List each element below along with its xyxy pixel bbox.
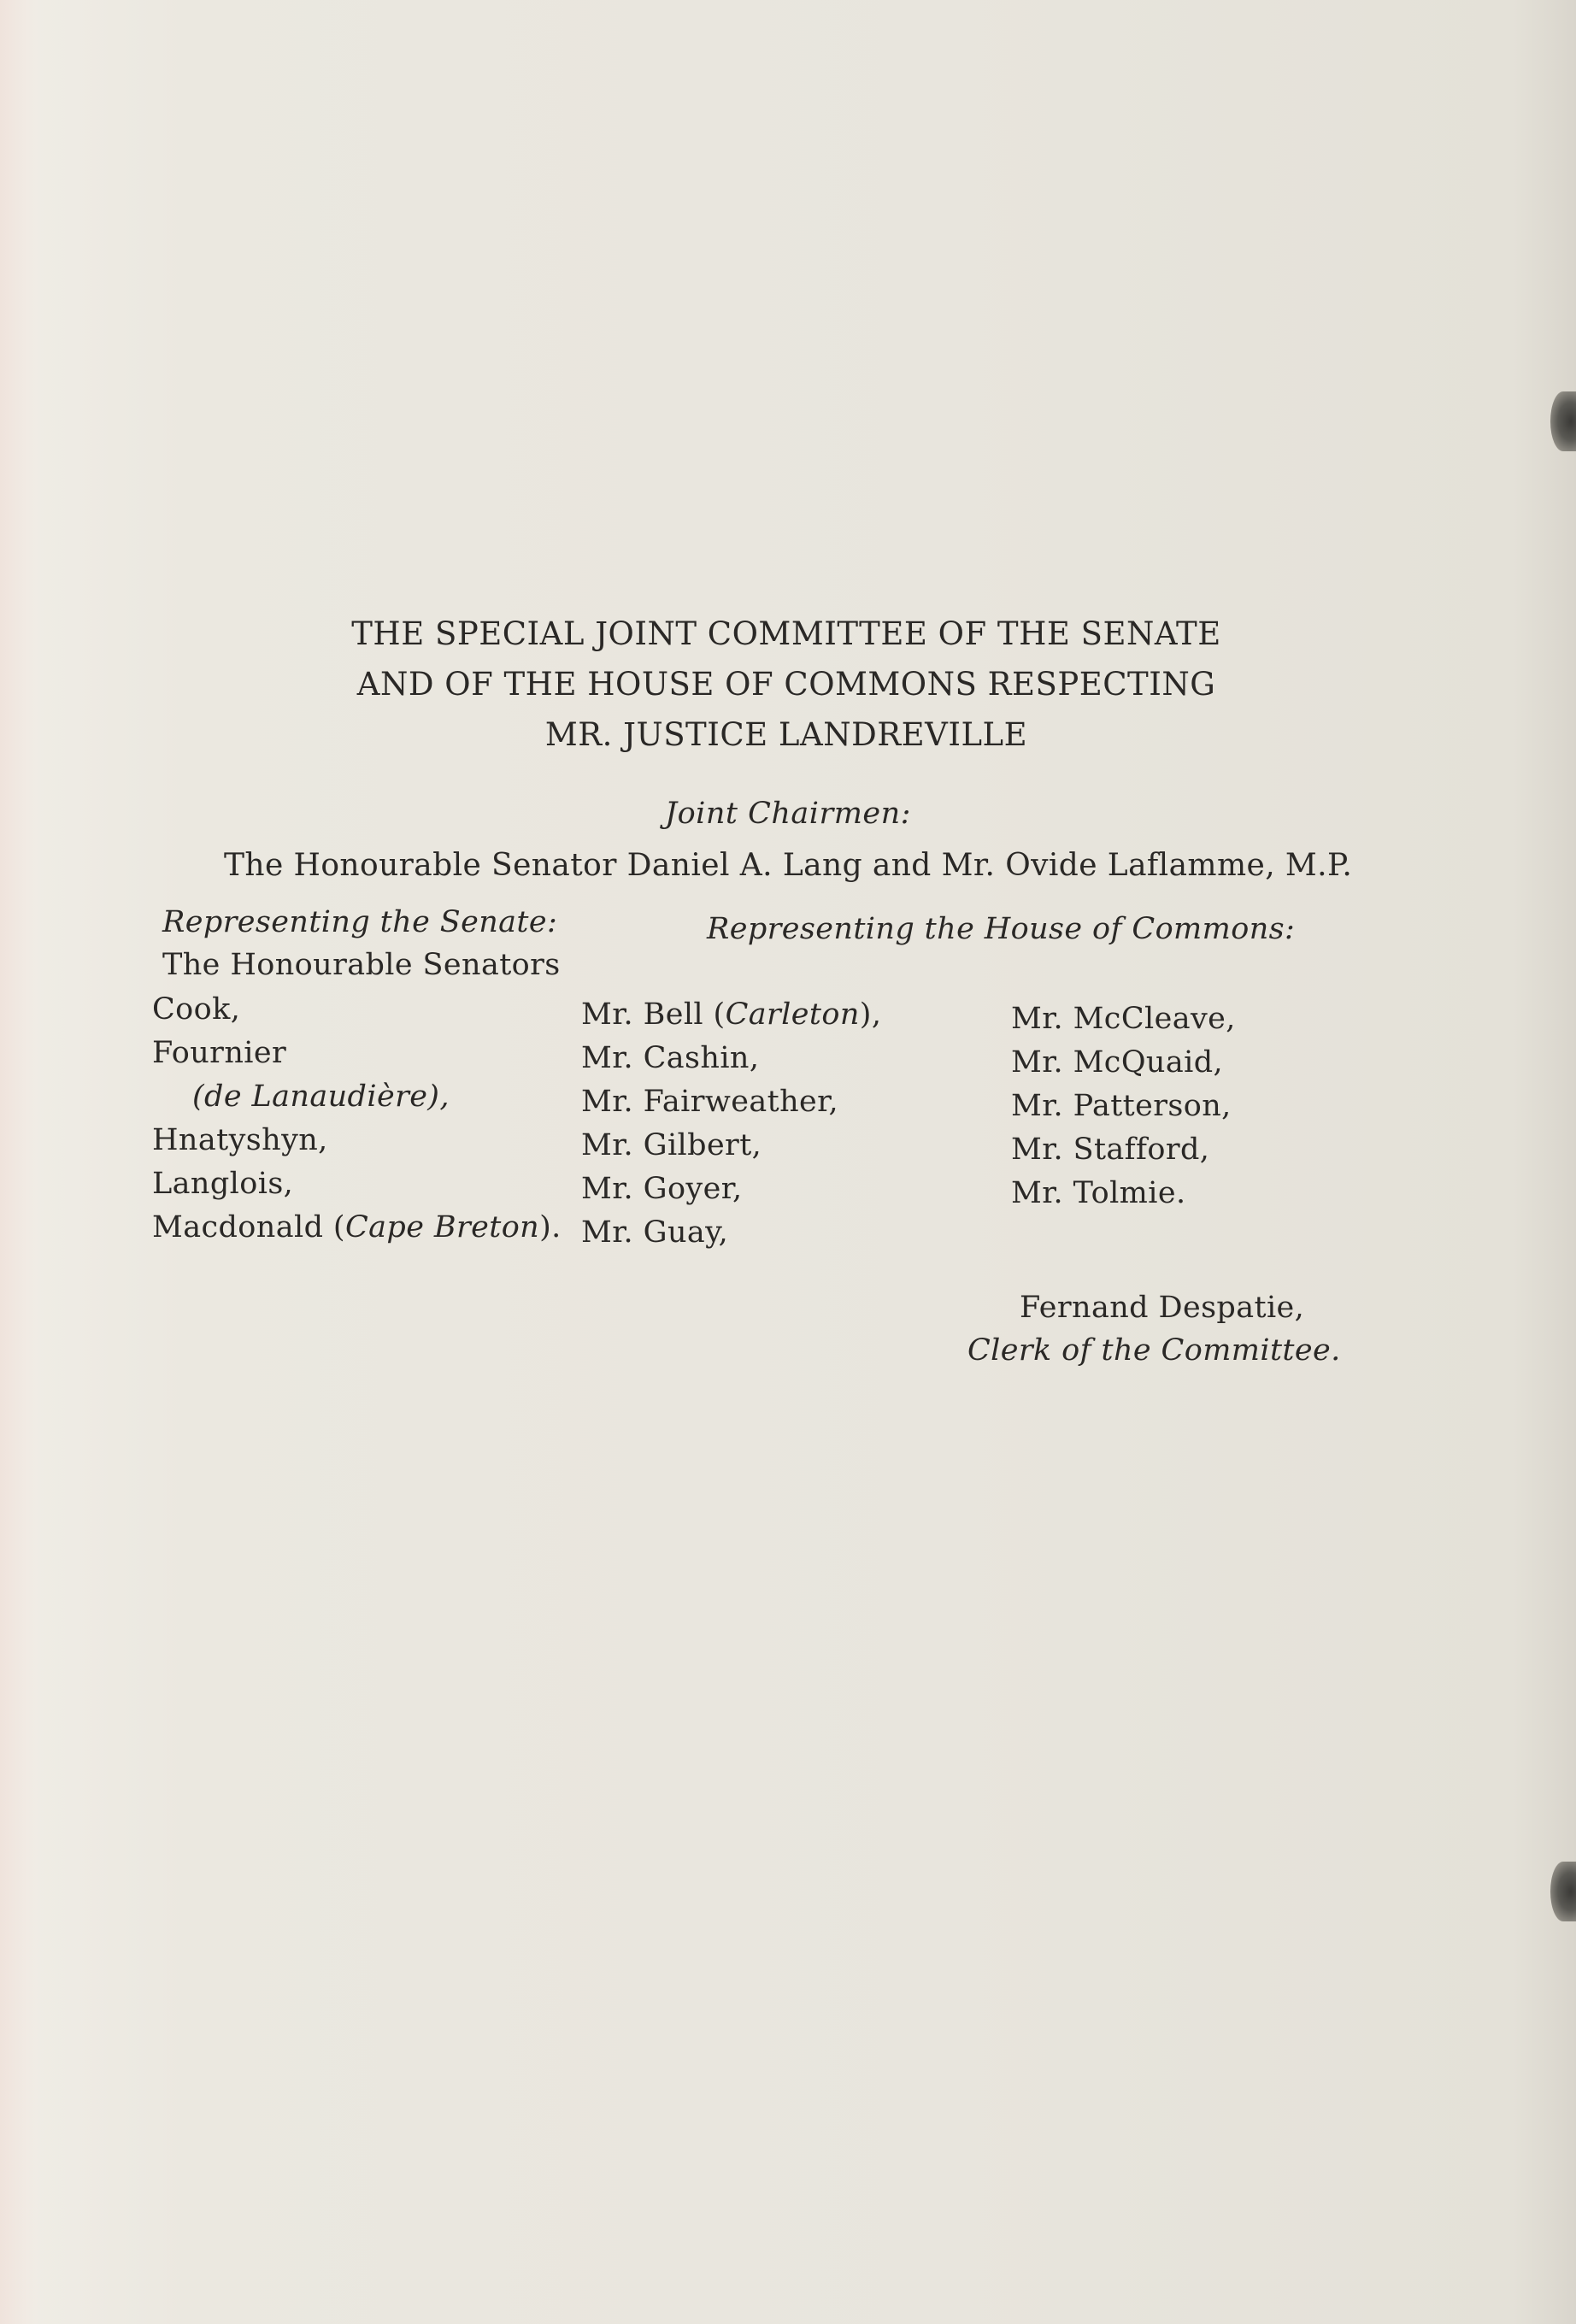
senator-member: Hnatyshyn,	[152, 1123, 328, 1157]
member-prefix: Mr.	[581, 1215, 634, 1250]
member-suffix: ),	[859, 997, 882, 1032]
commons-members-column-1	[581, 993, 881, 1255]
joint-chairmen-names: The Honourable Senator Daniel A. Lang and Mr. Ovide Laflamme, M.P.	[224, 848, 1353, 883]
member-name: Guay,	[643, 1215, 729, 1250]
binding-hole-top	[1550, 391, 1576, 451]
joint-chairmen-label: Joint Chairmen:	[665, 797, 911, 831]
title-line-2: AND OF THE HOUSE OF COMMONS RESPECTING	[356, 666, 1216, 703]
title-line-1: THE SPECIAL JOINT COMMITTEE OF THE SENATE	[351, 615, 1221, 652]
commons-member	[581, 1124, 881, 1168]
member-prefix: Mr.	[581, 997, 634, 1032]
member-riding: Carleton	[725, 997, 860, 1032]
commons-member	[581, 1211, 881, 1255]
binding-hole-bottom	[1550, 1862, 1576, 1921]
member-name: Bell (	[643, 997, 726, 1032]
commons-representatives-label: Representing the House of Commons:	[707, 912, 1296, 946]
senators-heading: The Honourable Senators	[162, 948, 561, 982]
clerk-name: Fernand Despatie,	[1020, 1291, 1305, 1325]
commons-member: Mr. McCleave,	[1011, 1002, 1236, 1036]
senator-member-riding: (de Lanaudière),	[192, 1080, 450, 1114]
senator-member	[152, 1206, 562, 1250]
member-name: Fairweather,	[643, 1085, 838, 1119]
commons-member	[581, 1168, 881, 1211]
senator-member: Langlois,	[152, 1167, 294, 1201]
senator-member: Fournier	[152, 1036, 287, 1070]
commons-member: Mr. Tolmie.	[1011, 1176, 1186, 1210]
commons-member	[581, 1080, 881, 1124]
member-name: Cashin,	[643, 1041, 760, 1075]
commons-member: Mr. Stafford,	[1011, 1133, 1210, 1167]
senator-member: Cook,	[152, 992, 241, 1027]
commons-member: Mr. Patterson,	[1011, 1089, 1232, 1123]
title-line-3: MR. JUSTICE LANDREVILLE	[544, 716, 1028, 753]
senator-riding: Cape Breton	[344, 1210, 540, 1244]
member-prefix: Mr.	[581, 1041, 634, 1075]
member-prefix: Mr.	[581, 1172, 634, 1206]
senator-name: Macdonald (	[152, 1210, 345, 1244]
member-prefix: Mr.	[581, 1085, 634, 1119]
commons-members-column-2	[1011, 997, 1236, 1215]
committee-title	[291, 609, 1282, 760]
commons-member	[581, 993, 881, 1037]
member-name: Goyer,	[643, 1172, 743, 1206]
clerk-title: Clerk of the Committee.	[967, 1333, 1341, 1368]
commons-member	[581, 1037, 881, 1080]
senate-members-list	[152, 988, 562, 1250]
member-prefix: Mr.	[581, 1128, 634, 1162]
member-name: Gilbert,	[643, 1128, 762, 1162]
senator-suffix: ).	[539, 1210, 562, 1244]
page-left-edge	[0, 0, 39, 2324]
commons-member: Mr. McQuaid,	[1011, 1045, 1224, 1080]
senate-representatives-label: Representing the Senate:	[162, 905, 558, 939]
